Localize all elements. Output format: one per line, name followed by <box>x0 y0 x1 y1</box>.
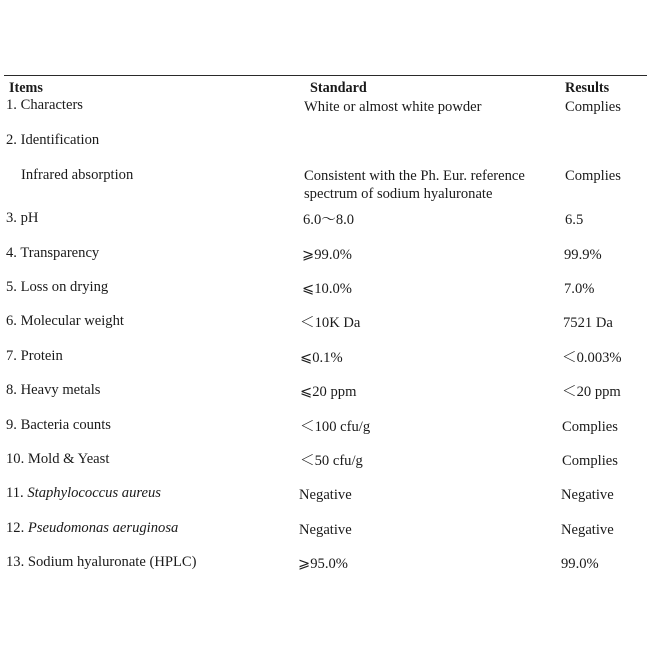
row-4-standard: ⩾99.0% <box>302 247 352 263</box>
row-2a-item: Infrared absorption <box>21 167 134 183</box>
row-12-result: Negative <box>561 522 614 538</box>
row-7-result: ＜0.003% <box>562 350 622 366</box>
row-3-item: 3. pH <box>6 210 39 226</box>
header-standard: Standard <box>310 80 367 96</box>
row-5-standard: ⩽10.0% <box>302 281 352 297</box>
row-11-item <box>6 484 161 502</box>
row-12-item <box>6 519 178 537</box>
row-13-result: 99.0% <box>561 556 599 572</box>
row-8-result: ＜20 ppm <box>562 384 621 400</box>
row-12-item-name: Pseudomonas aeruginosa <box>27 520 179 536</box>
row-6-result: 7521 Da <box>563 315 613 331</box>
row-8-item: 8. Heavy metals <box>6 382 101 398</box>
row-12-item-number: 12. <box>6 520 25 536</box>
row-9-result: Complies <box>562 419 618 435</box>
row-5-item: 5. Loss on drying <box>6 279 109 295</box>
row-4-item: 4. Transparency <box>6 245 100 261</box>
row-3-result: 6.5 <box>565 212 584 228</box>
row-3-standard: 6.0～8.0 <box>303 212 355 228</box>
row-10-result: Complies <box>562 453 618 469</box>
row-1-result: Complies <box>565 99 621 115</box>
row-10-standard: ＜50 cfu/g <box>300 453 363 469</box>
table-top-rule <box>4 75 647 76</box>
header-items: Items <box>9 80 43 96</box>
row-10-item: 10. Mold & Yeast <box>6 451 110 467</box>
row-7-item: 7. Protein <box>6 348 63 364</box>
row-12-standard: Negative <box>299 522 352 538</box>
row-5-result: 7.0% <box>564 281 595 297</box>
row-2a-standard: Consistent with the Ph. Eur. reference spectrum of sodium hyaluronate <box>304 168 525 202</box>
row-11-standard: Negative <box>299 487 352 503</box>
row-6-standard: ＜10K Da <box>300 315 361 331</box>
row-11-item-number: 11. <box>6 485 24 501</box>
row-11-item-name: Staphylococcus aureus <box>27 485 161 501</box>
row-13-item: 13. Sodium hyaluronate (HPLC) <box>6 554 197 570</box>
header-results: Results <box>565 80 610 96</box>
row-13-standard: ⩾95.0% <box>298 556 348 572</box>
row-1-standard: White or almost white powder <box>304 99 482 115</box>
row-8-standard: ⩽20 ppm <box>300 384 357 400</box>
row-2a-result: Complies <box>565 168 621 184</box>
row-6-item: 6. Molecular weight <box>6 313 124 329</box>
row-1-item: 1. Characters <box>6 97 83 113</box>
row-4-result: 99.9% <box>564 247 602 263</box>
row-2-item: 2. Identification <box>6 132 100 148</box>
row-9-standard: ＜100 cfu/g <box>300 419 371 435</box>
row-7-standard: ⩽0.1% <box>300 350 343 366</box>
row-11-result: Negative <box>561 487 614 503</box>
row-9-item: 9. Bacteria counts <box>6 417 111 433</box>
